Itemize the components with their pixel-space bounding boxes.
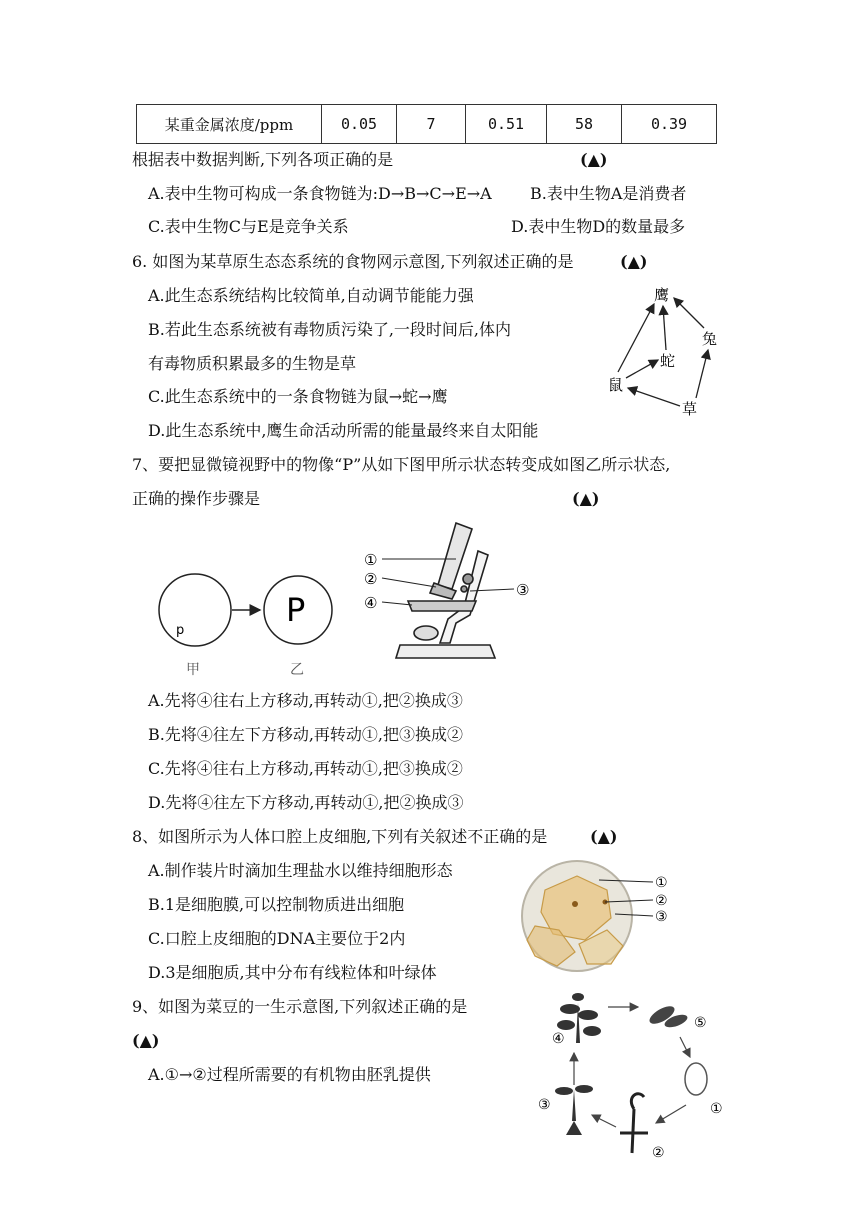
q7-stem-line1: 7、要把显微镜视野中的物像“P”从如下图甲所示状态转变成如图乙所示状态,: [132, 455, 671, 474]
q9-option-a: A.①→②过程所需要的有机物由胚乳提供: [148, 1065, 431, 1084]
leader-line-4: [382, 602, 412, 605]
q7-option-a: A.先将④往右上方移动,再转动①,把②换成③: [148, 691, 463, 710]
q5-option-c: C.表中生物C与E是竞争关系: [148, 217, 349, 236]
q8-option-b: B.1是细胞膜,可以控制物质进出细胞: [148, 895, 405, 914]
view-label-yi: 乙: [290, 662, 304, 678]
table-cell: 0.51: [466, 105, 547, 144]
q5-stem: 根据表中数据判断,下列各项正确的是: [132, 150, 394, 169]
cheek-cell-nucleus: [572, 901, 578, 907]
microscope-label-4: ④: [364, 594, 378, 612]
q7-option-c: C.先将④往右上方移动,再转动①,把③换成②: [148, 759, 463, 778]
arrow-grass-rabbit: [696, 350, 708, 398]
microscope-label-1: ①: [364, 551, 378, 569]
food-web-mouse: 鼠: [608, 376, 624, 394]
arrow-mouse-snake: [626, 360, 658, 378]
q7-option-b: B.先将④往左下方移动,再转动①,把③换成②: [148, 725, 464, 744]
bean-label-4: ④: [552, 1031, 565, 1047]
bean-stage-2: [620, 1094, 648, 1153]
q5-option-a: A.表中生物可构成一条食物链为:D→B→C→E→A: [148, 184, 492, 203]
q6-stem: 6. 如图为某草原生态态系统的食物网示意图,下列叙述正确的是: [132, 252, 574, 271]
q9-stem: 9、如图为菜豆的一生示意图,下列叙述正确的是: [132, 997, 468, 1016]
bean-stage-5: [647, 1003, 689, 1030]
q5-answer-mark: (▲): [580, 150, 608, 169]
cycle-arrow-5-1: [680, 1037, 690, 1057]
view-letter-yi: P: [286, 591, 306, 629]
bean-label-2: ②: [652, 1145, 665, 1161]
arrow-grass-mouse: [628, 388, 680, 406]
table-cell: 58: [547, 105, 622, 144]
q7-stem-line2: 正确的操作步骤是: [132, 489, 261, 508]
q6-option-d: D.此生态系统中,鹰生命活动所需的能量最终来自太阳能: [148, 421, 539, 440]
microscope-label-3: ③: [516, 581, 530, 599]
table-cell: 0.39: [622, 105, 717, 144]
cell-label-3: ③: [655, 909, 668, 925]
q6-option-c: C.此生态系统中的一条食物链为鼠→蛇→鹰: [148, 387, 448, 406]
q5-option-b: B.表中生物A是消费者: [530, 184, 687, 203]
arrow-rabbit-hawk: [674, 298, 704, 328]
table-row: [137, 105, 717, 144]
cheek-cell-diagram: [515, 860, 690, 975]
food-web-snake: 蛇: [660, 352, 676, 370]
microscope-coarse-knob: [463, 574, 473, 584]
food-web-hawk: 鹰: [654, 286, 670, 304]
q6-option-b-line1: B.若此生态系统被有毒物质污染了,一段时间后,体内: [148, 320, 512, 339]
bean-label-3: ③: [538, 1097, 551, 1113]
bean-stage-1: [685, 1063, 707, 1095]
cycle-arrow-2-3: [592, 1115, 616, 1127]
q7-answer-mark: (▲): [572, 489, 600, 508]
bean-label-1: ①: [710, 1101, 723, 1117]
q8-option-a: A.制作装片时滴加生理盐水以维持细胞形态: [148, 861, 453, 880]
field-of-view-diagram: [150, 570, 350, 682]
arrow-snake-hawk: [663, 306, 666, 350]
cycle-arrow-1-2: [656, 1105, 686, 1123]
q9-answer-mark: (▲): [132, 1031, 160, 1050]
view-circle-jia: [159, 574, 231, 646]
bean-stage-3: [555, 1085, 593, 1135]
microscope-fine-knob: [461, 586, 467, 592]
table-row-label: 某重金属浓度/ppm: [137, 105, 322, 144]
q8-answer-mark: (▲): [590, 827, 618, 846]
food-web-diagram: [600, 280, 730, 420]
q6-answer-mark: (▲): [620, 252, 648, 271]
q6-option-b-line2: 有毒物质积累最多的生物是草: [148, 354, 357, 373]
microscope-label-2: ②: [364, 570, 378, 588]
bean-life-cycle-diagram: [530, 985, 730, 1165]
q8-option-c: C.口腔上皮细胞的DNA主要位于2内: [148, 929, 406, 948]
q5-option-d: D.表中生物D的数量最多: [511, 217, 686, 236]
cell-label-1: ①: [655, 875, 668, 891]
q8-stem: 8、如图所示为人体口腔上皮细胞,下列有关叙述不正确的是: [132, 827, 548, 846]
view-letter-jia: p: [176, 623, 185, 638]
table-cell: 0.05: [322, 105, 397, 144]
view-label-jia: 甲: [186, 662, 200, 678]
food-web-grass: 草: [682, 400, 698, 418]
q6-option-a: A.此生态系统结构比较简单,自动调节能能力强: [148, 286, 474, 305]
bean-label-5: ⑤: [694, 1015, 707, 1031]
table-cell: 7: [397, 105, 466, 144]
cell-label-2: ②: [655, 893, 668, 909]
concentration-table: [136, 104, 717, 144]
leader-line-2: [382, 578, 436, 587]
microscope-stage: [408, 601, 476, 611]
microscope-mirror: [414, 626, 438, 640]
arrow-mouse-hawk: [618, 304, 654, 372]
food-web-rabbit: 兔: [702, 330, 718, 348]
microscope-base: [396, 645, 495, 658]
q7-option-d: D.先将④往左下方移动,再转动①,把②换成③: [148, 793, 464, 812]
microscope-diagram: [360, 515, 550, 667]
q8-option-d: D.3是细胞质,其中分布有线粒体和叶绿体: [148, 963, 437, 982]
